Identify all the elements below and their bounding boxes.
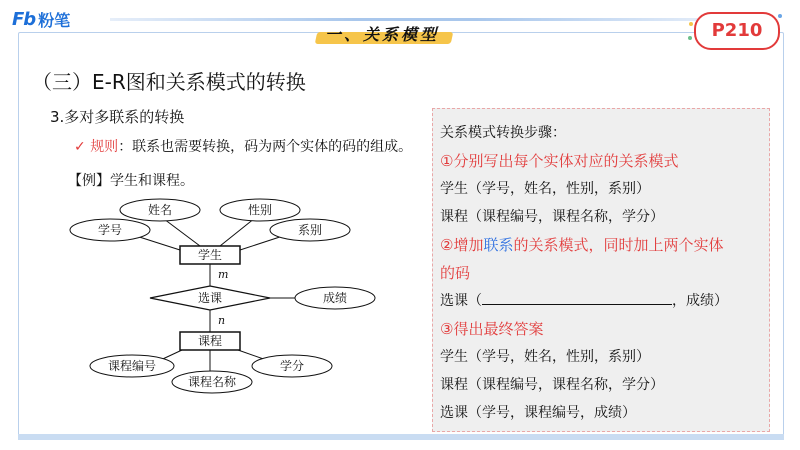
header-divider bbox=[110, 18, 720, 21]
attr-label-name: 姓名 bbox=[147, 203, 173, 217]
final-course: 课程（课程编号，课程名称，学分） bbox=[440, 377, 664, 393]
step-1: ①分别写出每个实体对应的关系模式 bbox=[440, 152, 679, 170]
brand-logo bbox=[12, 6, 70, 32]
topic-title: 一、关系模型 bbox=[324, 25, 439, 44]
er-diagram bbox=[60, 192, 430, 432]
attr-label-course-id: 课程编号 bbox=[107, 359, 157, 373]
sub-title: 3.多对多联系的转换 bbox=[50, 108, 185, 126]
rule-text: ：联系也需要转换，码为两个实体的码的组成。 bbox=[118, 139, 413, 155]
panel-heading: 关系模式转换步骤： bbox=[440, 125, 566, 141]
logo-latin: Fb bbox=[12, 8, 36, 30]
fill-in-blank bbox=[482, 292, 672, 305]
check-icon: ✓ bbox=[74, 139, 86, 155]
attr-label-department: 系别 bbox=[297, 223, 323, 237]
attr-label-credit: 学分 bbox=[279, 359, 305, 373]
schema-enroll-suffix: ，成绩） bbox=[672, 293, 728, 309]
cardinality-m: m bbox=[218, 268, 229, 281]
decor-dot bbox=[688, 36, 692, 40]
final-enroll: 选课（学号，课程编号，成绩） bbox=[440, 405, 636, 421]
cardinality-n: n bbox=[218, 314, 226, 327]
decor-dot bbox=[778, 14, 782, 18]
step-2 bbox=[440, 234, 723, 255]
final-student: 学生（学号，姓名，性别，系别） bbox=[440, 349, 650, 365]
schema-student: 学生（学号，姓名，性别，系别） bbox=[440, 181, 650, 197]
step-2-continuation: 的码 bbox=[440, 264, 471, 282]
logo-chinese: 粉笔 bbox=[38, 10, 71, 30]
attr-label-gender: 性别 bbox=[247, 203, 273, 217]
step-3: ③得出最终答案 bbox=[440, 320, 544, 338]
entity-label-course: 课程 bbox=[197, 334, 223, 348]
step-2-keyword: 联系 bbox=[483, 236, 514, 254]
example-line: 【例】学生和课程。 bbox=[68, 173, 194, 189]
decor-dot bbox=[689, 22, 693, 26]
schema-enroll-prefix: 选课（ bbox=[440, 293, 482, 309]
step-2-part-c: 的关系模式，同时加上两个实体 bbox=[513, 236, 724, 254]
attr-label-score: 成绩 bbox=[322, 291, 348, 305]
slide-frame-bottom-bar bbox=[18, 434, 784, 440]
attr-label-course-name: 课程名称 bbox=[187, 375, 237, 389]
schema-course: 课程（课程编号，课程名称，学分） bbox=[440, 209, 664, 225]
relationship-label: 选课 bbox=[197, 291, 223, 305]
page-badge: P210 bbox=[694, 12, 780, 50]
section-title: （三）E-R图和关系模式的转换 bbox=[32, 70, 306, 94]
step-2-part-a: ②增加 bbox=[440, 236, 484, 254]
rule-label: 规则 bbox=[90, 139, 119, 155]
entity-label-student: 学生 bbox=[197, 248, 223, 262]
attr-label-student-id: 学号 bbox=[97, 223, 123, 237]
rule-line bbox=[74, 136, 412, 156]
schema-enroll-blank bbox=[440, 290, 728, 310]
